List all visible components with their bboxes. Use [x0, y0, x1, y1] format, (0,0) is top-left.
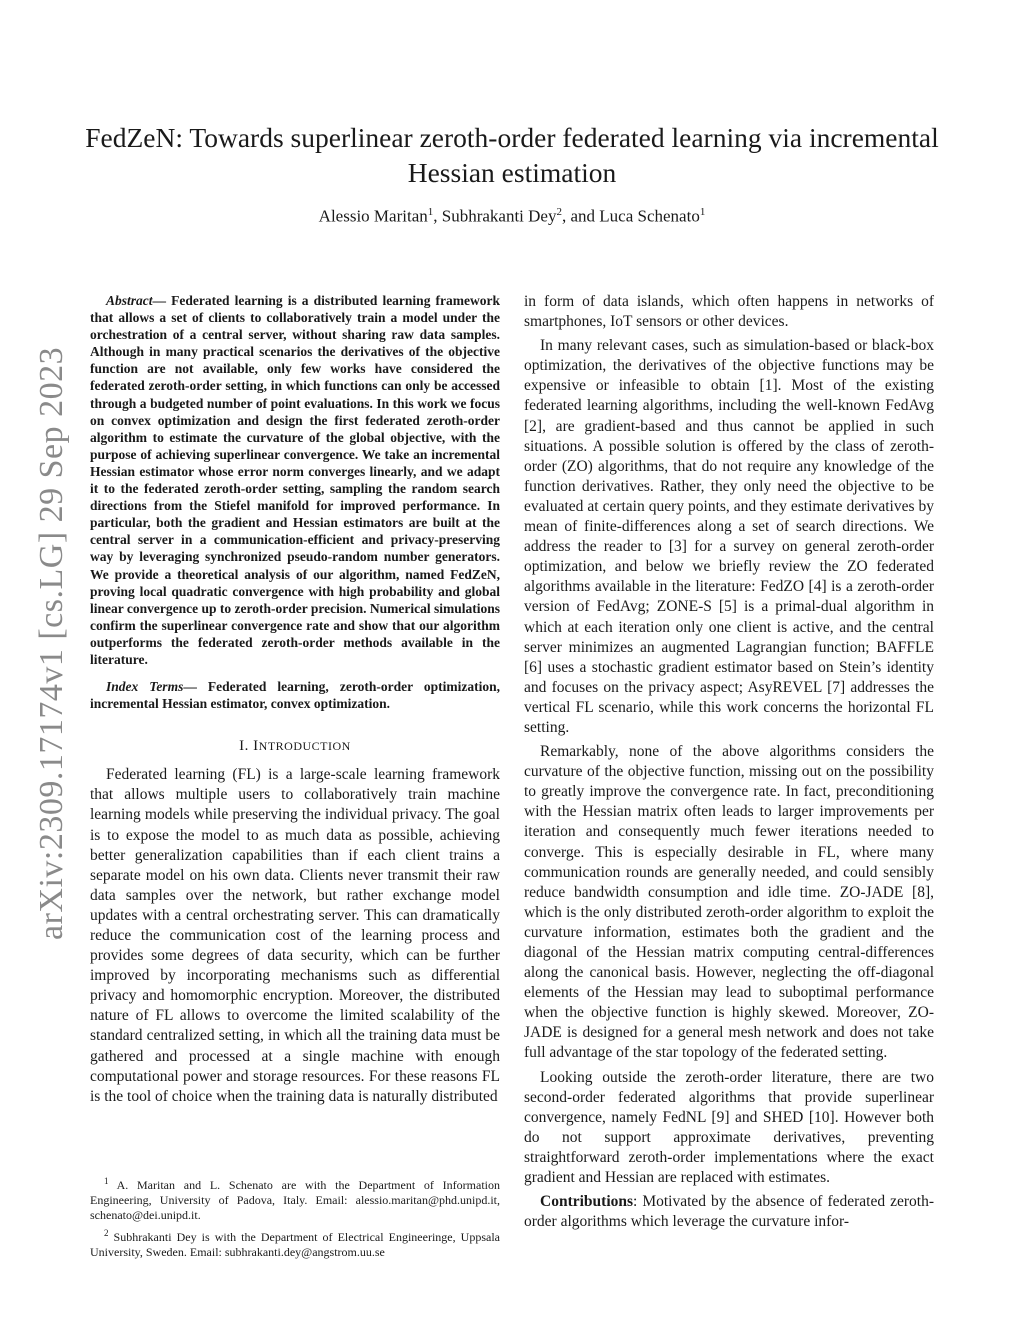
author-name: Subhrakanti Dey	[441, 206, 557, 226]
author-name: Alessio Maritan	[318, 206, 428, 226]
left-column	[90, 292, 500, 1107]
footnote	[90, 1226, 500, 1260]
footnote	[90, 1174, 500, 1223]
affiliation-mark: 1	[427, 206, 434, 218]
affiliation-mark: 1	[699, 206, 706, 218]
footnote-text: Subhrakanti Dey is with the Department of Electrical Engineeringe, Uppsala University, Sweden. Email: subhrakanti.dey@angstrom.uu.se	[90, 1230, 500, 1259]
abstract-label: Abstract	[106, 293, 153, 308]
author-name: Luca Schenato	[599, 206, 700, 226]
footnote-mark: 2	[104, 1228, 109, 1238]
section-heading-introduction	[90, 738, 500, 755]
section-title-rest: NTRODUCTION	[258, 739, 351, 754]
body-paragraph: Federated learning (FL) is a large-scale learning framework that allows multiple users to collaboratively train machine learning models while preserving the individual privacy. The goal is to expose the model to as much data as possible, achieving better generalization capabilities than if each client trains a separate model on his own data. Clients never transmit their raw data samples over the network, but rather exchange model updates with a central orchestrating server. This can dramatically reduce the communication cost of the learning process and provides some degrees of data security, which can be further improved by incorporating mechanisms such as differential privacy and homomorphic encryption. Moreover, the distributed nature of FL allows to overcome the limited scalability of the standard centralized setting, in which all the training data must be gathered and processed at a single machine with enough computational power and storage resources. For these reasons FL is the tool of choice when the training data is naturally distributed	[90, 766, 500, 1105]
section-numeral: I.	[239, 738, 254, 755]
author-separator: , and	[561, 206, 600, 226]
author-separator: ,	[433, 206, 442, 226]
body-paragraph	[524, 1192, 934, 1232]
contributions-text: : Motivated by the absence of federated zeroth-order algorithms which leverage the curvature infor-	[524, 1193, 934, 1231]
footnote-mark: 1	[104, 1176, 109, 1186]
body-paragraph: Remarkably, none of the above algorithms considers the curvature of the objective function, missing out on the possibility to greatly improve the convergence rate. In fact, preconditioning with the Hessian matrix often leads to larger improvements per iteration and consequently much fewer iterations needed to converge. This is especially desirable in FL, where many communication rounds are generally needed, and could sensibly reduce bandwidth consumption and idle time. ZO-JADE [8], which is the only distributed zeroth-order algorithm to exploit the curvature information, estimates both the gradient and the diagonal of the Hessian matrix computing central-differences along the canonical basis. However, neglecting the off-diagonal elements of the Hessian may lead to suboptimal performance when the objective function is highly skewed. Moreover, ZO-JADE is designed for a general mesh network and does not take full advantage of the star topology of the federated setting.	[524, 743, 934, 1062]
contributions-label: Contributions	[540, 1193, 634, 1211]
index-terms	[90, 678, 500, 712]
footnotes	[90, 1174, 500, 1263]
footnote-text: A. Maritan and L. Schenato are with the Department of Information Engineering, University of Padova, Italy. Email: alessio.maritan@phd.unipd.it, schenato@dei.unipd.it.	[90, 1178, 500, 1222]
section-initial: I	[253, 738, 259, 755]
abstract-text: — Federated learning is a distributed learning framework that allows a set of clients to collaboratively train a model under the orchestration of a central server, without sharing raw data samples. Although in many practical scenarios the derivatives of the objective function are not available, only few works have considered the federated zeroth-order setting, in which functions can only be accessed through a budgeted number of point evaluations. In this work we focus on convex optimization and design the first federated zeroth-order algorithm to estimate the curvature of the global objective, with the purpose of achieving superlinear convergence. We take an incremental Hessian estimator whose error norm converges linearly, and we adapt it to the federated zeroth-order setting, sampling the random search directions from the Stiefel manifold for improved performance. In particular, both the gradient and Hessian estimators are built at the central server in a communication-efficient and privacy-preserving way by leveraging synchronized pseudo-random number generators. We provide a theoretical analysis of our algorithm, named FedZeN, proving local quadratic convergence with high probability and global linear convergence up to zeroth-order precision. Numerical simulations confirm the superlinear convergence rate and show that our algorithm outperforms the federated zeroth-order methods available in the literature.	[90, 293, 500, 667]
author-list	[80, 200, 944, 229]
body-paragraph: Looking outside the zeroth-order literature, there are two second-order federated algorithms that provide superlinear convergence, namely FedNL [9] and SHED [10]. However both do not support approximate derivatives, preventing straightforward zeroth-order implementations where the exact gradient and Hessian are replaced with estimates.	[524, 1068, 934, 1187]
index-terms-label: Index Terms	[106, 679, 184, 695]
paper-title: FedZeN: Towards superlinear zeroth-order federated learning via incremental Hessian estimation	[85, 122, 939, 188]
arxiv-identifier-stamp: arXiv:2309.17174v1 [cs.LG] 29 Sep 2023	[33, 346, 70, 940]
abstract	[90, 292, 500, 668]
right-column	[524, 292, 934, 1232]
index-terms-text: — Federated learning, zeroth-order optimization, incremental Hessian estimator, convex optimization.	[90, 679, 500, 712]
body-paragraph: In many relevant cases, such as simulation-based or black-box optimization, the derivatives of the objective functions may be expensive or infeasible to obtain [1]. Most of the existing federated learning algorithms, including the well-known FedAvg [2], are gradient-based and thus cannot be applied in such situations. A possible solution is offered by the class of zeroth-order (ZO) algorithms, that do not require any knowledge of the function derivatives. Rather, they only need the objective to be evaluated at certain query points, and they estimate derivatives by mean of finite-differences along a set of search directions. We address the reader to [3] for a survey on general zeroth-order optimization, and below we briefly review the ZO federated algorithms available in the literature: FedZO [4] is a zeroth-order version of FedAvg; ZONE-S [5] is a primal-dual algorithm in which at each iteration only one client is active, and the central server minimizes an augmented Lagrangian function; BAFFLE [6] uses a stochastic gradient estimator based on Stein’s identity and focuses on the privacy aspect; AsyREVEL [7] addresses the vertical FL scenario, while this work concerns the horizontal FL setting.	[524, 337, 934, 736]
body-paragraph: in form of data islands, which often happens in networks of smartphones, IoT sensors or other devices.	[524, 293, 934, 331]
affiliation-mark: 2	[556, 206, 562, 218]
